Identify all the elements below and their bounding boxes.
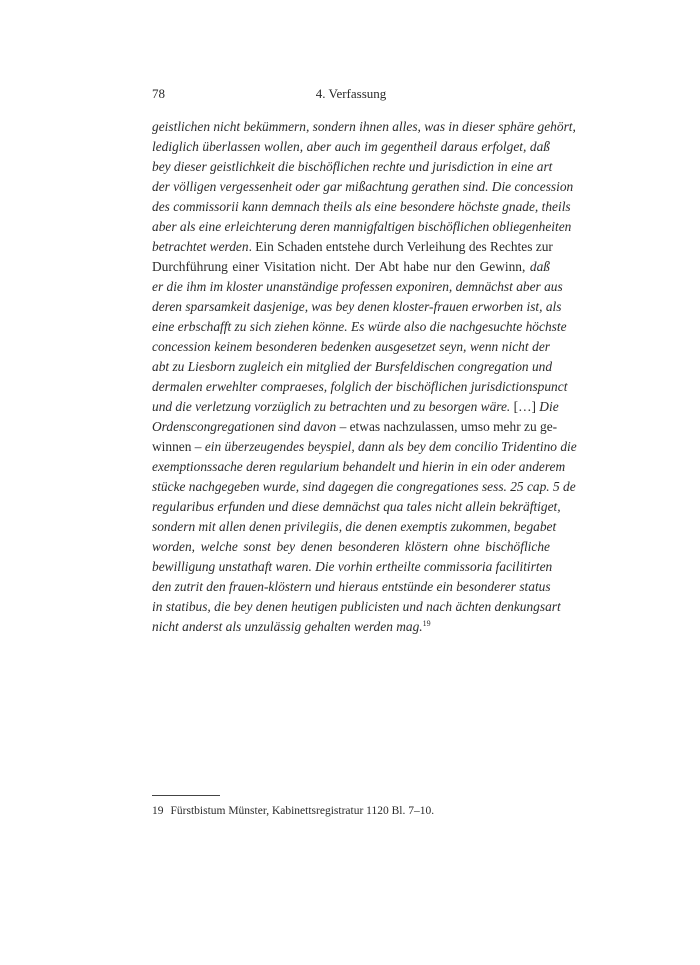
- footnote-reference: 19: [422, 619, 431, 628]
- text-segment: lediglich überlassen wollen, aber auch im gegentheil daraus erfolget, daß: [152, 139, 550, 154]
- text-segment: Ordenscongregationen sind davon: [152, 419, 337, 434]
- text-segment: Die: [539, 399, 559, 414]
- text-segment: sondern mit allen denen privilegiis, die denen exemptis zukommen, begabet: [152, 519, 557, 534]
- text-segment: geistlichen nicht bekümmern, sondern ihnen alles, was in dieser sphäre gehört,: [152, 119, 576, 134]
- text-segment: bey dieser geistlichkeit die bischöflichen rechte und jurisdiction in eine art: [152, 159, 553, 174]
- text-segment: er die ihm im kloster unanständige professen exponiren, demnächst aber aus: [152, 279, 563, 294]
- text-line: [152, 117, 576, 137]
- text-segment: dermalen erwehlter compraeses, folglich der bischöflichen jurisdictionspunct: [152, 379, 568, 394]
- text-line: [152, 277, 563, 297]
- text-line: [152, 357, 553, 377]
- text-segment: betrachtet werden: [152, 239, 249, 254]
- text-segment: in statibus, die bey denen heutigen publicisten und nach ächten denkungsart: [152, 599, 561, 614]
- body-text: [152, 117, 577, 637]
- text-line: [152, 537, 550, 557]
- text-segment: concession keinem besonderen bedenken ausgesetzet seyn, wenn nicht der: [152, 339, 550, 354]
- text-segment: Durchführung einer Visitation nicht. Der Abt habe nur den Gewinn,: [152, 259, 530, 274]
- text-segment: daß: [529, 259, 550, 274]
- footnote-divider: [152, 795, 220, 796]
- footnote-number: 19: [152, 805, 164, 817]
- text-line: [152, 217, 572, 237]
- text-segment: den zutrit den frauen-klöstern und hieraus entstünde ein besonderer status: [152, 579, 551, 594]
- running-header: [152, 86, 550, 106]
- text-segment: aber als eine erleichterung deren mannigfaltigen bischöflichen obliegenheiten: [152, 219, 572, 234]
- text-segment: und die verletzung vorzüglich zu betrachten und zu besorgen wäre.: [152, 399, 514, 414]
- footnote-text: Fürstbistum Münster, Kabinettsregistratur 1120 Bl. 7–10.: [170, 805, 435, 817]
- text-line: [152, 377, 568, 397]
- text-line: [152, 577, 550, 597]
- text-line: [152, 297, 562, 317]
- text-segment: eine erbschafft zu sich ziehen könne. Es würde also die nachgesuchte höchste: [152, 319, 567, 334]
- text-segment: winnen –: [152, 439, 205, 454]
- text-segment: des commissorii kann demnach theils als eine besondere höchste gnade, theils: [152, 199, 571, 214]
- text-line: [152, 557, 553, 577]
- text-segment: regularibus erfunden und diese demnächst qua tales nicht allein bekräftiget,: [152, 499, 561, 514]
- text-line: [152, 597, 561, 617]
- text-line: [152, 177, 574, 197]
- text-segment: der völligen vergessenheit oder gar mißachtung gerathen sind. Die concession: [152, 179, 574, 194]
- text-line: [152, 437, 577, 457]
- text-line: [152, 397, 559, 417]
- text-segment: deren sparsamkeit dasjenige, was bey denen kloster-frauen erworben ist, als: [152, 299, 562, 314]
- text-line: [152, 257, 550, 277]
- text-line: [152, 157, 553, 177]
- text-line: [152, 317, 567, 337]
- text-line: [152, 237, 553, 257]
- text-segment: ein überzeugendes beyspiel, dann als bey dem concilio Tridentino die: [204, 439, 577, 454]
- text-line: [152, 417, 558, 437]
- text-segment: stücke nachgegeben wurde, sind dagegen die congregationes sess. 25 cap. 5 de: [152, 479, 576, 494]
- footnote: [152, 803, 550, 819]
- running-title: 4. Verfassung: [315, 86, 387, 101]
- text-segment: exemptionssache deren regularium behandelt und hierin in ein oder anderem: [152, 459, 566, 474]
- text-segment: . Ein Schaden entstehe durch Verleihung des Rechtes zur: [248, 239, 553, 254]
- text-line: [152, 617, 550, 637]
- text-segment: abt zu Liesborn zugleich ein mitglied der Bursfeldischen congregation und: [152, 359, 553, 374]
- text-line: [152, 517, 557, 537]
- text-segment: bewilligung unstathaft waren. Die vorhin ertheilte commissoria facilitirten: [152, 559, 553, 574]
- text-segment: […]: [513, 399, 540, 414]
- text-segment: nicht anderst als unzulässig gehalten werden mag.: [152, 619, 423, 634]
- text-segment: worden, welche sonst bey denen besonderen klöstern ohne bischöfliche: [152, 539, 550, 554]
- text-line: [152, 337, 550, 357]
- text-line: [152, 497, 561, 517]
- text-segment: – etwas nachzulassen, umso mehr zu ge-: [336, 419, 558, 434]
- text-line: [152, 137, 550, 157]
- text-line: [152, 477, 576, 497]
- text-line: [152, 457, 566, 477]
- page-number: 78: [152, 86, 165, 101]
- text-line: [152, 197, 571, 217]
